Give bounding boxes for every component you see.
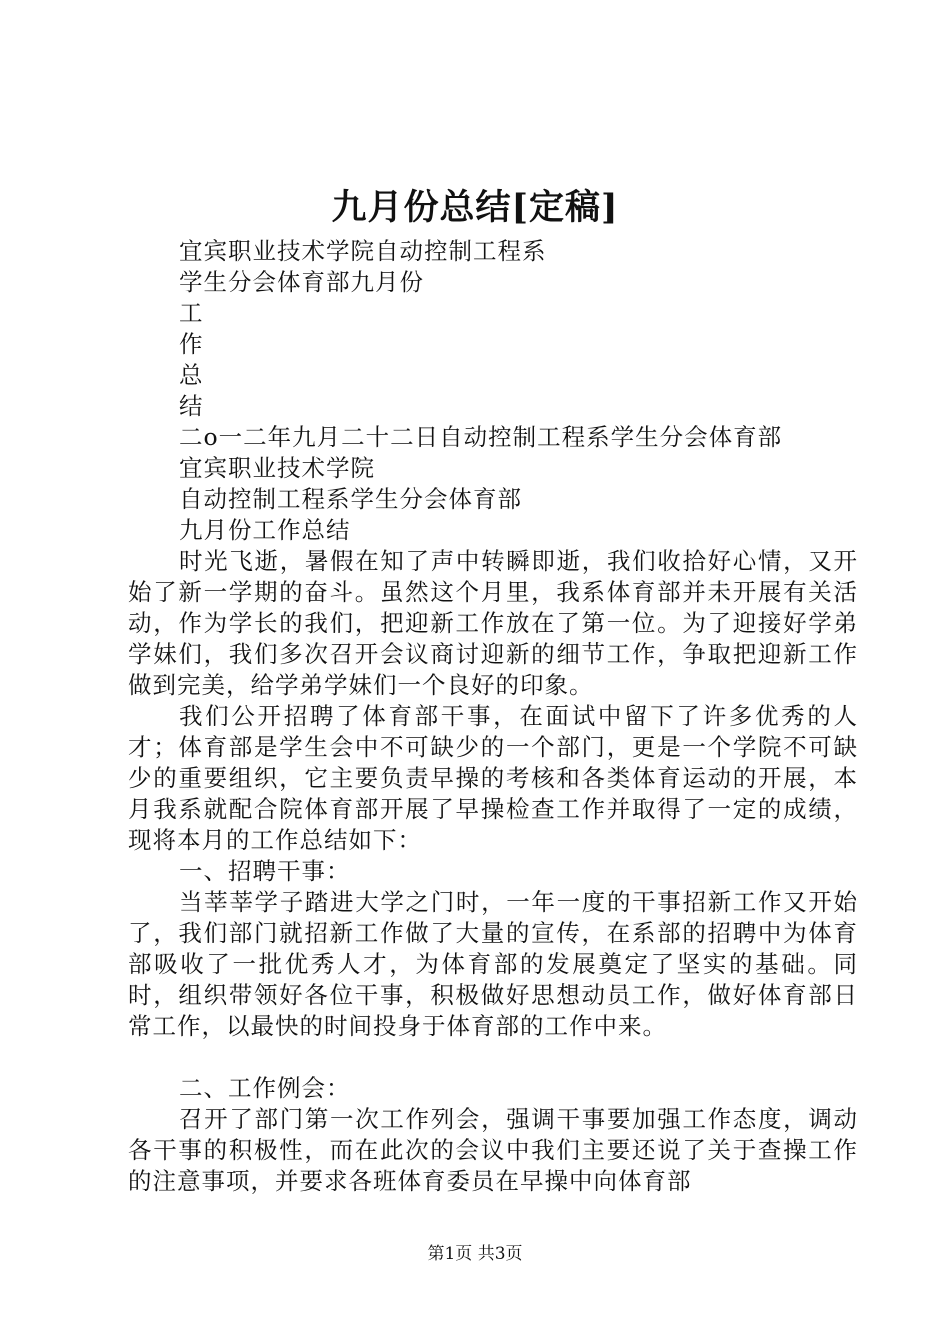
- document-title: 九月份总结[定稿]: [331, 187, 619, 228]
- header-line: 宜宾职业技术学院自动控制工程系: [179, 237, 547, 265]
- header-line: 总: [179, 361, 204, 389]
- document-body: [128, 236, 858, 1197]
- header-line: 九月份工作总结: [179, 516, 351, 544]
- section-heading: 二、工作例会：: [179, 1074, 351, 1102]
- header-line: 作: [179, 330, 204, 358]
- page-footer: 第1页 共3页: [427, 1244, 523, 1264]
- header-line: 自动控制工程系学生分会体育部: [179, 485, 522, 513]
- section-heading: 一、招聘干事：: [179, 857, 351, 885]
- paragraph: 召开了部门第一次工作列会，强调干事要加强工作态度，调动各干事的积极性，而在此次的会议中我们主要还说了关于查操工作的注意事项，并要求各班体育委员在早操中向体育部: [128, 1105, 858, 1195]
- header-line: 结: [179, 392, 204, 420]
- paragraph: 我们公开招聘了体育部干事，在面试中留下了许多优秀的人才；体育部是学生会中不可缺少的一个部门，更是一个学院不可缺少的重要组织，它主要负责早操的考核和各类体育运动的开展，本月我系就配合院体育部开展了早操检查工作并取得了一定的成绩，现将本月的工作总结如下：: [128, 702, 858, 854]
- header-line: 工: [179, 299, 204, 327]
- header-line: 学生分会体育部九月份: [179, 268, 424, 296]
- paragraph: 时光飞逝，暑假在知了声中转瞬即逝，我们收拾好心情，又开始了新一学期的奋斗。虽然这个月里，我系体育部并未开展有关活动，作为学长的我们，把迎新工作放在了第一位。为了迎接好学弟学妹们，我们多次召开会议商讨迎新的细节工作，争取把迎新工作做到完美，给学弟学妹们一个良好的印象。: [128, 547, 858, 699]
- header-line: 宜宾职业技术学院: [179, 454, 375, 482]
- header-line: 二o一二年九月二十二日自动控制工程系学生分会体育部: [179, 423, 783, 451]
- blank-line: [128, 1042, 858, 1073]
- paragraph: 当莘莘学子踏进大学之门时，一年一度的干事招新工作又开始了，我们部门就招新工作做了大量的宣传，在系部的招聘中为体育部吸收了一批优秀人才，为体育部的发展奠定了坚实的基础。同时，组织带领好各位干事，积极做好思想动员工作，做好体育部日常工作，以最快的时间投身于体育部的工作中来。: [128, 888, 858, 1040]
